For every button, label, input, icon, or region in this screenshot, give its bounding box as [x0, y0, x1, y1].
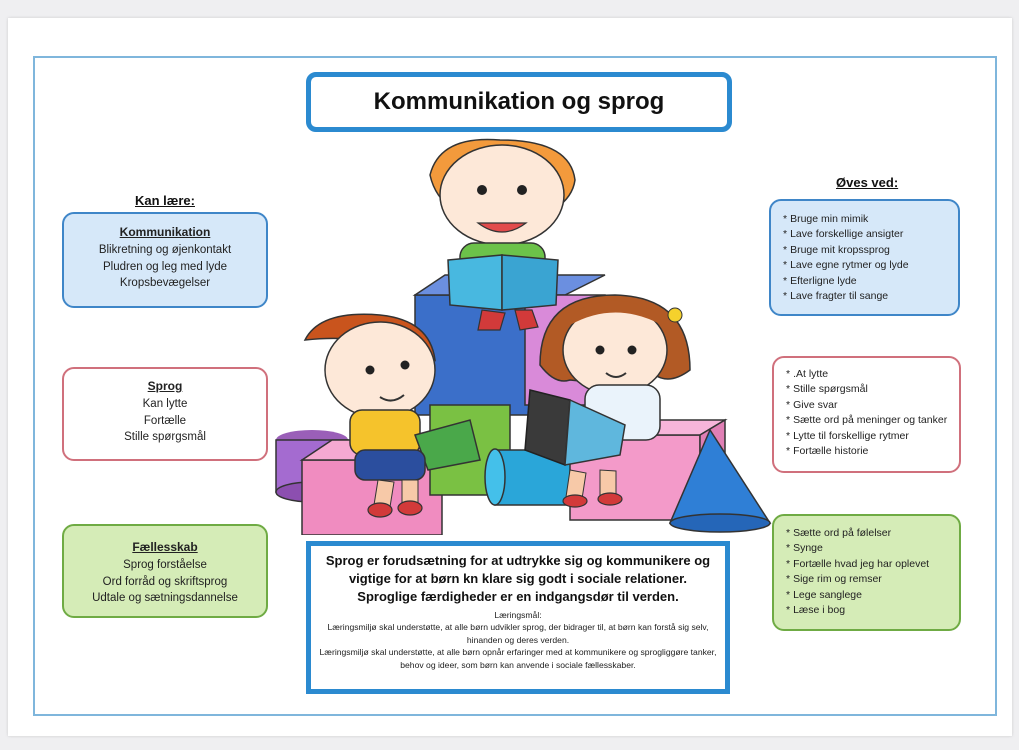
box-heading: Fællesskab [132, 540, 198, 554]
box-line: Kropsbevægelser [119, 277, 211, 289]
list-item: * Sige rim og remser [786, 573, 882, 586]
learning-goals [319, 609, 717, 671]
box-line: Fortælle [143, 414, 187, 427]
box-line: Sprog forståelse [123, 559, 207, 571]
summary-box [306, 541, 730, 694]
sprog-box [62, 367, 268, 461]
page-title: Kommunikation og sprog [373, 88, 665, 115]
list-item: * Sætte ord på meninger og tanker [786, 414, 948, 427]
practice-box-2 [772, 356, 961, 473]
kommunikation-box [62, 212, 268, 308]
list-item: * .At lytte [786, 368, 829, 380]
list-item: * Lege sanglege [786, 588, 862, 601]
top-child [430, 139, 575, 330]
list-item: * Lave fragter til sange [783, 290, 889, 303]
list-item: * Sætte ord på følelser [786, 527, 892, 539]
learning-goal-1: Læringsmiljø skal understøtte, at alle børn udvikler sprog, der bidrager til, at børn kan forstå sig selv, hinanden og deres verden. [327, 622, 709, 645]
title-box [306, 72, 732, 132]
list-item: * Bruge min mimik [783, 213, 869, 225]
children-reading-illustration [270, 135, 780, 535]
list-item: * Synge [786, 542, 823, 555]
list-item: * Fortælle historie [786, 445, 869, 458]
box-heading: Sprog [147, 379, 183, 393]
practice-box-3 [772, 514, 961, 631]
learning-goals-heading: Læringsmål: [494, 610, 542, 620]
list-item: * Læse i bog [786, 604, 846, 617]
right-column-heading: Øves ved: [836, 175, 899, 190]
box-heading: Kommunikation [119, 225, 211, 239]
box-line: Stille spørgsmål [124, 431, 206, 443]
box-line: Ord forråd og skriftsprog [102, 575, 228, 588]
summary-text: Sprog er forudsætning for at udtrykke sig og kommunikere og vigtige for at børn kn klare sig godt i sociale relationer. Sproglige færdigheder er en indgangsdør til verden. [325, 553, 711, 604]
box-line: Kan lytte [142, 398, 188, 410]
practice-box-1 [769, 199, 960, 316]
list-item: * Lave egne rytmer og lyde [783, 259, 909, 272]
list-item: * Lave forskellige ansigter [783, 228, 904, 241]
faellesskab-box [62, 524, 268, 618]
list-item: * Bruge mit kropssprog [783, 243, 890, 256]
list-item: * Stille spørgsmål [786, 383, 868, 396]
list-item: * Fortælle hvad jeg har oplevet [786, 557, 930, 570]
learning-goal-2: Læringsmiljø skal understøtte, at alle børn opnår erfaringer med at kommunikere og sprogliggøre tanker, behov og ideer, som børn kan anvende i sociale fællesskaber. [319, 647, 717, 670]
box-line: Pludren og leg med lyde [102, 260, 228, 273]
box-line: Udtale og sætningsdannelse [92, 592, 238, 604]
list-item: * Lytte til forskellige rytmer [786, 429, 909, 442]
box-line: Blikretning og øjenkontakt [98, 244, 232, 256]
left-column-heading: Kan lære: [135, 193, 195, 208]
list-item: * Efterligne lyde [783, 274, 857, 287]
list-item: * Give svar [786, 398, 838, 411]
